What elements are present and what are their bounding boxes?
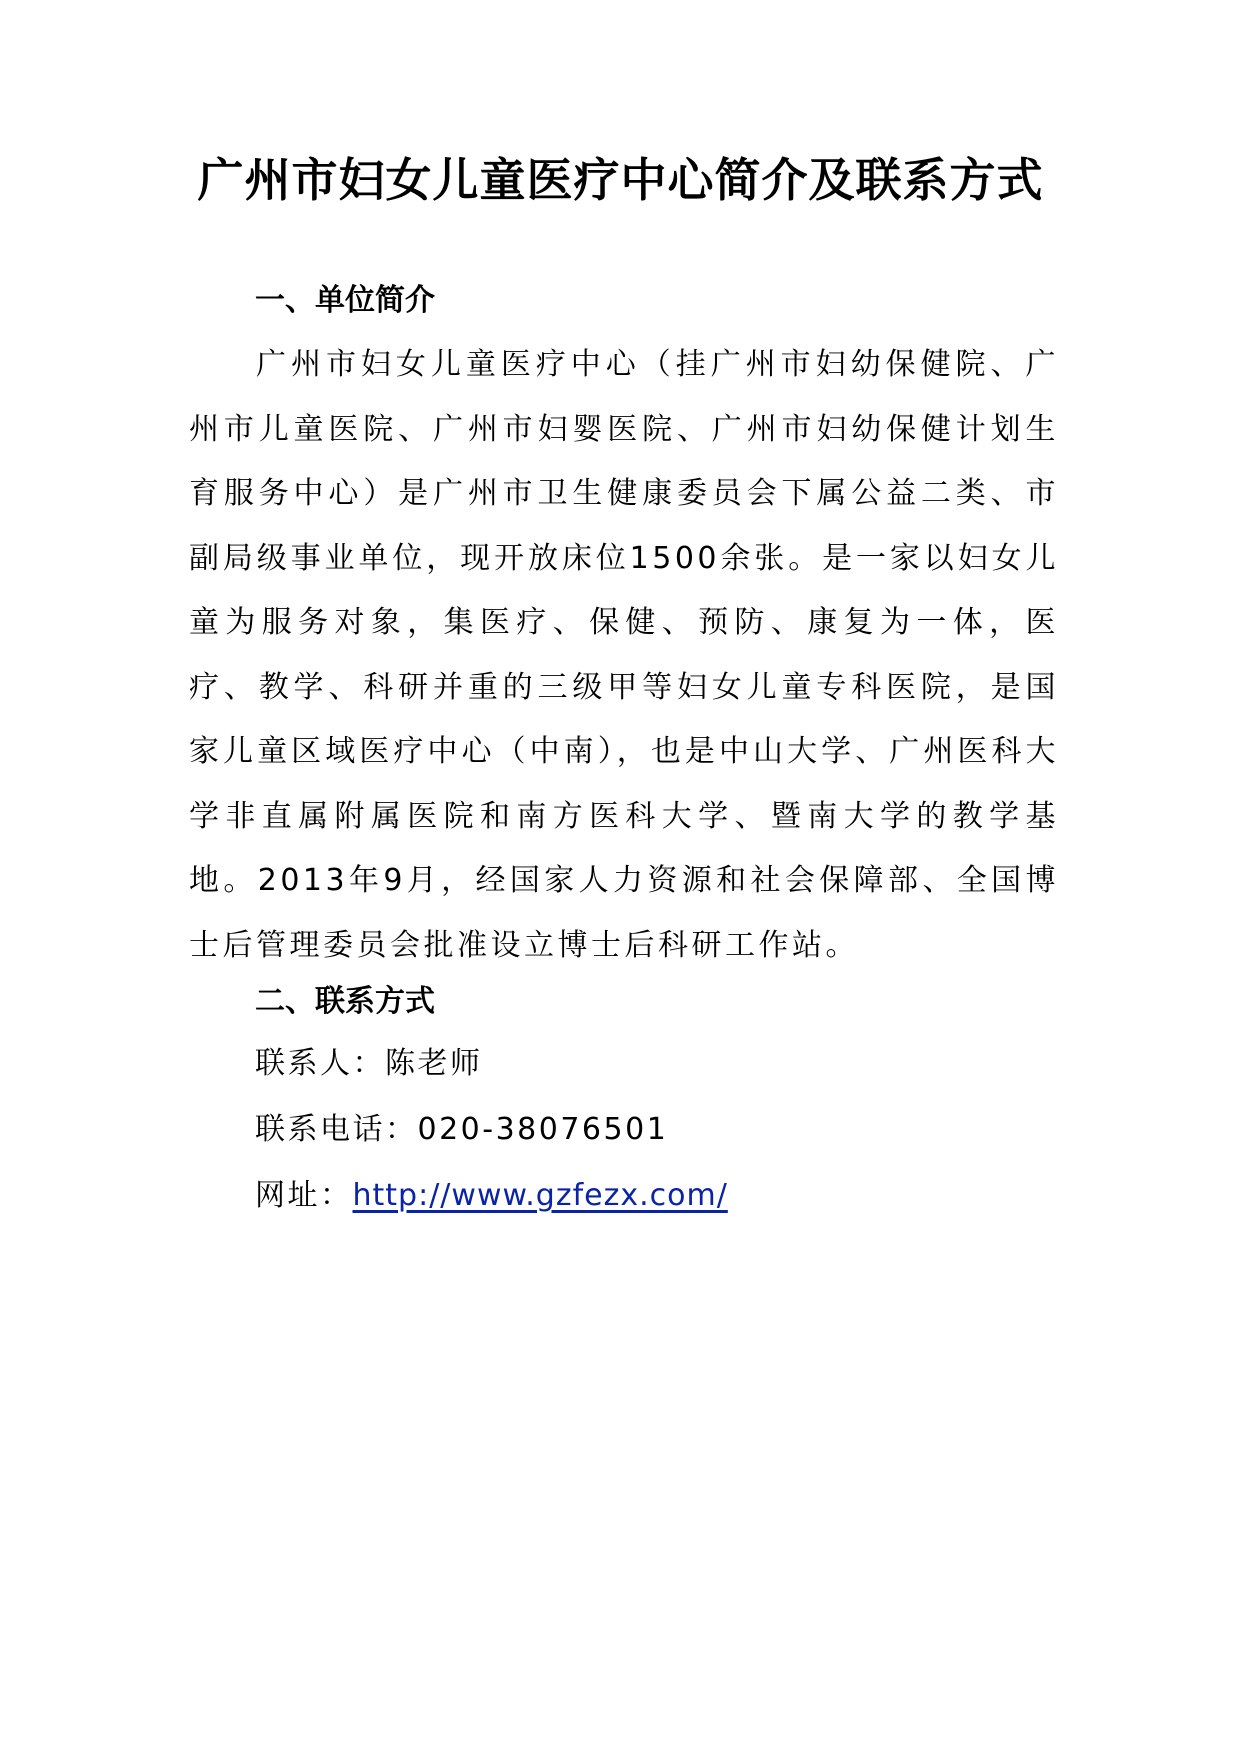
website-link[interactable]: http://www.gzfezx.com/ bbox=[352, 1178, 728, 1213]
contact-person-label: 联系人： bbox=[255, 1046, 385, 1081]
document-title: 广州市妇女儿童医疗中心简介及联系方式 bbox=[197, 153, 1044, 207]
contact-phone-value: 020-38076501 bbox=[417, 1112, 669, 1147]
contact-phone-line bbox=[255, 1110, 668, 1150]
section-heading-contact: 二、联系方式 bbox=[255, 984, 435, 1019]
contact-phone-label: 联系电话： bbox=[255, 1112, 418, 1147]
contact-person-value: 陈老师 bbox=[385, 1046, 483, 1081]
section-heading-introduction: 一、单位简介 bbox=[255, 283, 435, 318]
introduction-paragraph: 广州市妇女儿童医疗中心（挂广州市妇幼保健院、广州市儿童医院、广州市妇婴医院、广州市妇幼保健计划生育服务中心）是广州市卫生健康委员会下属公益二类、市副局级事业单位，现开放床位1500余张。是一家以妇女儿童为服务对象，集医疗、保健、预防、康复为一体，医疗、教学、科研并重的三级甲等妇女儿童专科医院，是国家儿童区域医疗中心（中南），也是中山大学、广州医科大学非直属附属医院和南方医科大学、暨南大学的教学基地。2013年9月，经国家人力资源和社会保障部、全国博士后管理委员会批准设立博士后科研工作站。 bbox=[189, 347, 1059, 963]
contact-person-line bbox=[255, 1044, 483, 1084]
website-line bbox=[255, 1176, 728, 1216]
website-label: 网址： bbox=[255, 1178, 353, 1213]
